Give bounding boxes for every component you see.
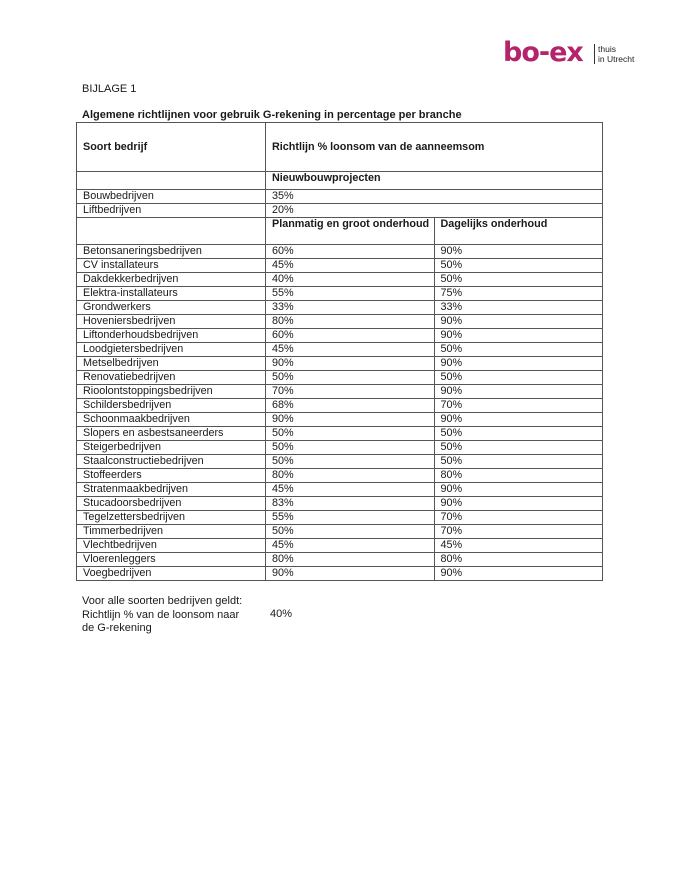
table-row (77, 315, 603, 329)
row-planned: 90% (266, 413, 435, 427)
table-row (77, 497, 603, 511)
table-row (77, 539, 603, 553)
row-planned: 70% (266, 385, 435, 399)
logo-tagline-line1: thuis (598, 44, 616, 54)
footer-value: 40% (270, 608, 293, 620)
table-row (77, 553, 603, 567)
row-daily: 90% (434, 567, 603, 581)
empty-cell (77, 218, 266, 245)
section-row-nieuwbouw (77, 172, 603, 190)
row-name: Stucadoorsbedrijven (77, 497, 266, 511)
row-daily: 70% (434, 511, 603, 525)
table-row (77, 190, 603, 204)
row-planned: 55% (266, 287, 435, 301)
row-daily: 70% (434, 399, 603, 413)
row-daily: 50% (434, 371, 603, 385)
header-soort-bedrijf: Soort bedrijf (77, 123, 266, 172)
table-row (77, 301, 603, 315)
section-nieuwbouwprojecten: Nieuwbouwprojecten (266, 172, 603, 190)
row-planned: 45% (266, 483, 435, 497)
logo-divider (594, 44, 595, 64)
row-planned: 50% (266, 371, 435, 385)
row-daily: 75% (434, 287, 603, 301)
row-daily: 90% (434, 245, 603, 259)
row-daily: 90% (434, 385, 603, 399)
table-row (77, 483, 603, 497)
row-name: Bouwbedrijven (77, 190, 266, 204)
table-header-row (77, 123, 603, 172)
row-daily: 80% (434, 469, 603, 483)
footer-line1: Voor alle soorten bedrijven geldt: (82, 595, 243, 607)
row-name: Liftonderhoudsbedrijven (77, 329, 266, 343)
table-row (77, 385, 603, 399)
row-daily: 90% (434, 357, 603, 371)
row-daily: 50% (434, 259, 603, 273)
row-name: Vloerenleggers (77, 553, 266, 567)
row-name: Stoffeerders (77, 469, 266, 483)
logo-wordmark: bo-ex (503, 37, 583, 68)
header-dagelijks: Dagelijks onderhoud (434, 218, 603, 245)
row-name: Metselbedrijven (77, 357, 266, 371)
logo-tagline (598, 44, 634, 64)
row-value: 20% (266, 204, 603, 218)
footer-note (82, 595, 262, 636)
row-daily: 45% (434, 539, 603, 553)
row-name: Hoveniersbedrijven (77, 315, 266, 329)
bo-ex-logo (503, 38, 653, 68)
footer-line3: de G-rekening (82, 622, 152, 634)
g-rekening-table (76, 122, 603, 581)
table-row (77, 357, 603, 371)
column-header-row (77, 218, 603, 245)
row-planned: 55% (266, 511, 435, 525)
row-planned: 33% (266, 301, 435, 315)
row-daily: 90% (434, 497, 603, 511)
row-name: Timmerbedrijven (77, 525, 266, 539)
row-name: Stratenmaakbedrijven (77, 483, 266, 497)
row-daily: 50% (434, 273, 603, 287)
empty-cell (77, 172, 266, 190)
table-row (77, 273, 603, 287)
row-name: Liftbedrijven (77, 204, 266, 218)
table-row (77, 287, 603, 301)
row-daily: 50% (434, 441, 603, 455)
table-row (77, 525, 603, 539)
row-planned: 50% (266, 455, 435, 469)
row-name: Steigerbedrijven (77, 441, 266, 455)
row-planned: 45% (266, 259, 435, 273)
table-row (77, 511, 603, 525)
row-daily: 80% (434, 553, 603, 567)
row-planned: 50% (266, 427, 435, 441)
row-daily: 90% (434, 329, 603, 343)
row-planned: 68% (266, 399, 435, 413)
row-name: Schoonmaakbedrijven (77, 413, 266, 427)
row-daily: 50% (434, 427, 603, 441)
row-planned: 45% (266, 539, 435, 553)
row-name: Schildersbedrijven (77, 399, 266, 413)
table-row (77, 399, 603, 413)
row-planned: 50% (266, 525, 435, 539)
row-daily: 33% (434, 301, 603, 315)
row-planned: 90% (266, 357, 435, 371)
table-row (77, 343, 603, 357)
row-name: Voegbedrijven (77, 567, 266, 581)
row-planned: 60% (266, 245, 435, 259)
row-name: Grondwerkers (77, 301, 266, 315)
row-name: Loodgietersbedrijven (77, 343, 266, 357)
table-row (77, 441, 603, 455)
row-daily: 70% (434, 525, 603, 539)
row-daily: 50% (434, 455, 603, 469)
row-name: CV installateurs (77, 259, 266, 273)
row-name: Elektra-installateurs (77, 287, 266, 301)
row-name: Betonsaneringsbedrijven (77, 245, 266, 259)
row-planned: 40% (266, 273, 435, 287)
logo-tagline-line2: in Utrecht (598, 54, 635, 64)
row-daily: 90% (434, 413, 603, 427)
table-row (77, 469, 603, 483)
row-planned: 60% (266, 329, 435, 343)
table-row (77, 245, 603, 259)
row-name: Vlechtbedrijven (77, 539, 266, 553)
row-value: 35% (266, 190, 603, 204)
row-daily: 90% (434, 315, 603, 329)
row-planned: 80% (266, 469, 435, 483)
row-daily: 90% (434, 483, 603, 497)
row-name: Renovatiebedrijven (77, 371, 266, 385)
row-planned: 83% (266, 497, 435, 511)
row-planned: 80% (266, 315, 435, 329)
row-planned: 50% (266, 441, 435, 455)
table-row (77, 455, 603, 469)
header-planmatig: Planmatig en groot onderhoud (266, 218, 435, 245)
table-row (77, 204, 603, 218)
table-row (77, 259, 603, 273)
row-planned: 45% (266, 343, 435, 357)
footer-line2: Richtlijn % van de loonsom naar (82, 608, 240, 621)
table-row (77, 427, 603, 441)
row-name: Slopers en asbestsaneerders (77, 427, 266, 441)
table-row (77, 413, 603, 427)
page-heading: Algemene richtlijnen voor gebruik G-rekening in percentage per branche (82, 109, 462, 121)
row-name: Rioolontstoppingsbedrijven (77, 385, 266, 399)
row-name: Dakdekkerbedrijven (77, 273, 266, 287)
row-planned: 80% (266, 553, 435, 567)
table-row (77, 329, 603, 343)
table-row (77, 371, 603, 385)
row-daily: 50% (434, 343, 603, 357)
table-row (77, 567, 603, 581)
row-name: Tegelzettersbedrijven (77, 511, 266, 525)
header-richtlijn: Richtlijn % loonsom van de aanneemsom (266, 123, 603, 172)
bijlage-label: BIJLAGE 1 (82, 83, 137, 95)
row-name: Staalconstructiebedrijven (77, 455, 266, 469)
row-planned: 90% (266, 567, 435, 581)
